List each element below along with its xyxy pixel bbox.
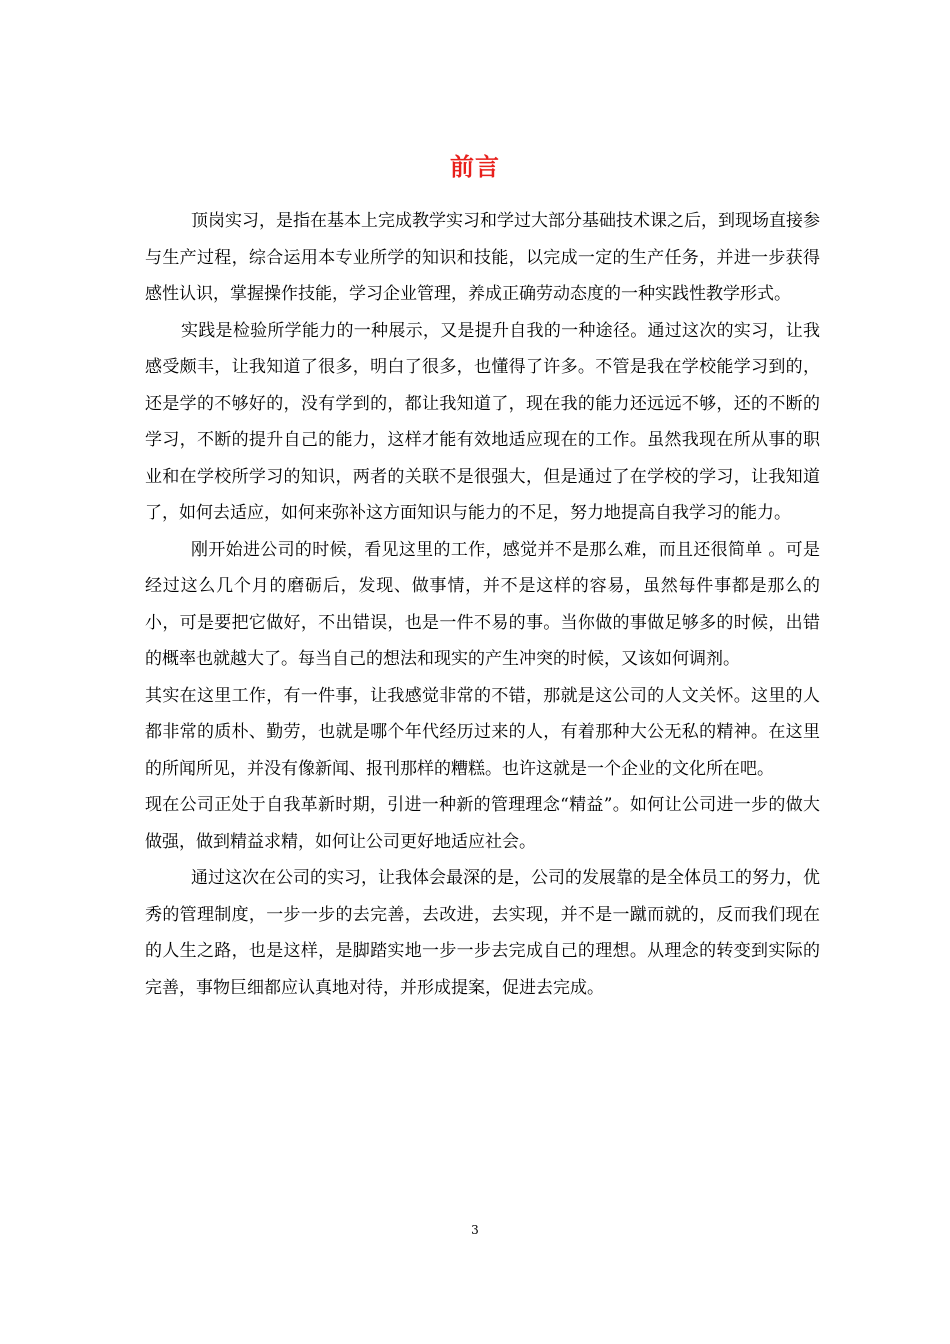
paragraph-6: 通过这次在公司的实习，让我体会最深的是，公司的发展靠的是全体员工的努力，优秀的管理制度，一步一步的去完善，去改进，去实现，并不是一蹴而就的，反而我们现在的人生之路，也是这样，是脚踏实地一步一步去完成自己的理想。从理念的转变到实际的完善，事物巨细都应认真地对待，并形成提案，促进去完成。: [145, 868, 820, 998]
paragraph-4: 其实在这里工作，有一件事，让我感觉非常的不错，那就是这公司的人文关怀。这里的人都非常的质朴、勤劳，也就是哪个年代经历过来的人，有着那种大公无私的精神。在这里的所闻所见，并没有像新闻、报刊那样的糟糕。也许这就是一个企业的文化所在吧。: [145, 685, 820, 779]
page-number: 3: [471, 1223, 479, 1237]
paragraph-5: 现在公司正处于自我革新时期，引进一种新的管理理念“精益”。如何让公司进一步的做大做强，做到精益求精，如何让公司更好地适应社会。: [145, 795, 820, 852]
page-title: 前言: [450, 152, 500, 181]
paragraph-1: 顶岗实习，是指在基本上完成教学实习和学过大部分基础技术课之后，到现场直接参与生产过程，综合运用本专业所学的知识和技能，以完成一定的生产任务，并进一步获得感性认识，掌握操作技能，学习企业管理，养成正确劳动态度的一种实践性教学形式。: [145, 211, 820, 304]
paragraph-2: 实践是检验所学能力的一种展示，又是提升自我的一种途径。通过这次的实习，让我感受颇丰，让我知道了很多，明白了很多，也懂得了许多。不管是我在学校能学习到的，还是学的不够好的，没有学到的，都让我知道了，现在我的能力还远远不够，还的不断的学习，不断的提升自己的能力，这样才能有效地适应现在的工作。虽然我现在所从事的职业和在学校所学习的知识，两者的关联不是很强大，但是通过了在学校的学习，让我知道了，如何去适应，如何来弥补这方面知识与能力的不足，努力地提高自我学习的能力。: [145, 320, 820, 523]
paragraph-3: 刚开始进公司的时候，看见这里的工作，感觉并不是那么难，而且还很简单 。可是经过这么几个月的磨砺后，发现、做事情，并不是这样的容易，虽然每件事都是那么的小，可是要把它做好，不出错误，也是一件不易的事。当你做的事做足够多的时候，出错的概率也就越大了。每当自己的想法和现实的产生冲突的时候，又该如何调剂。: [145, 539, 820, 669]
body-text: [145, 203, 820, 1006]
